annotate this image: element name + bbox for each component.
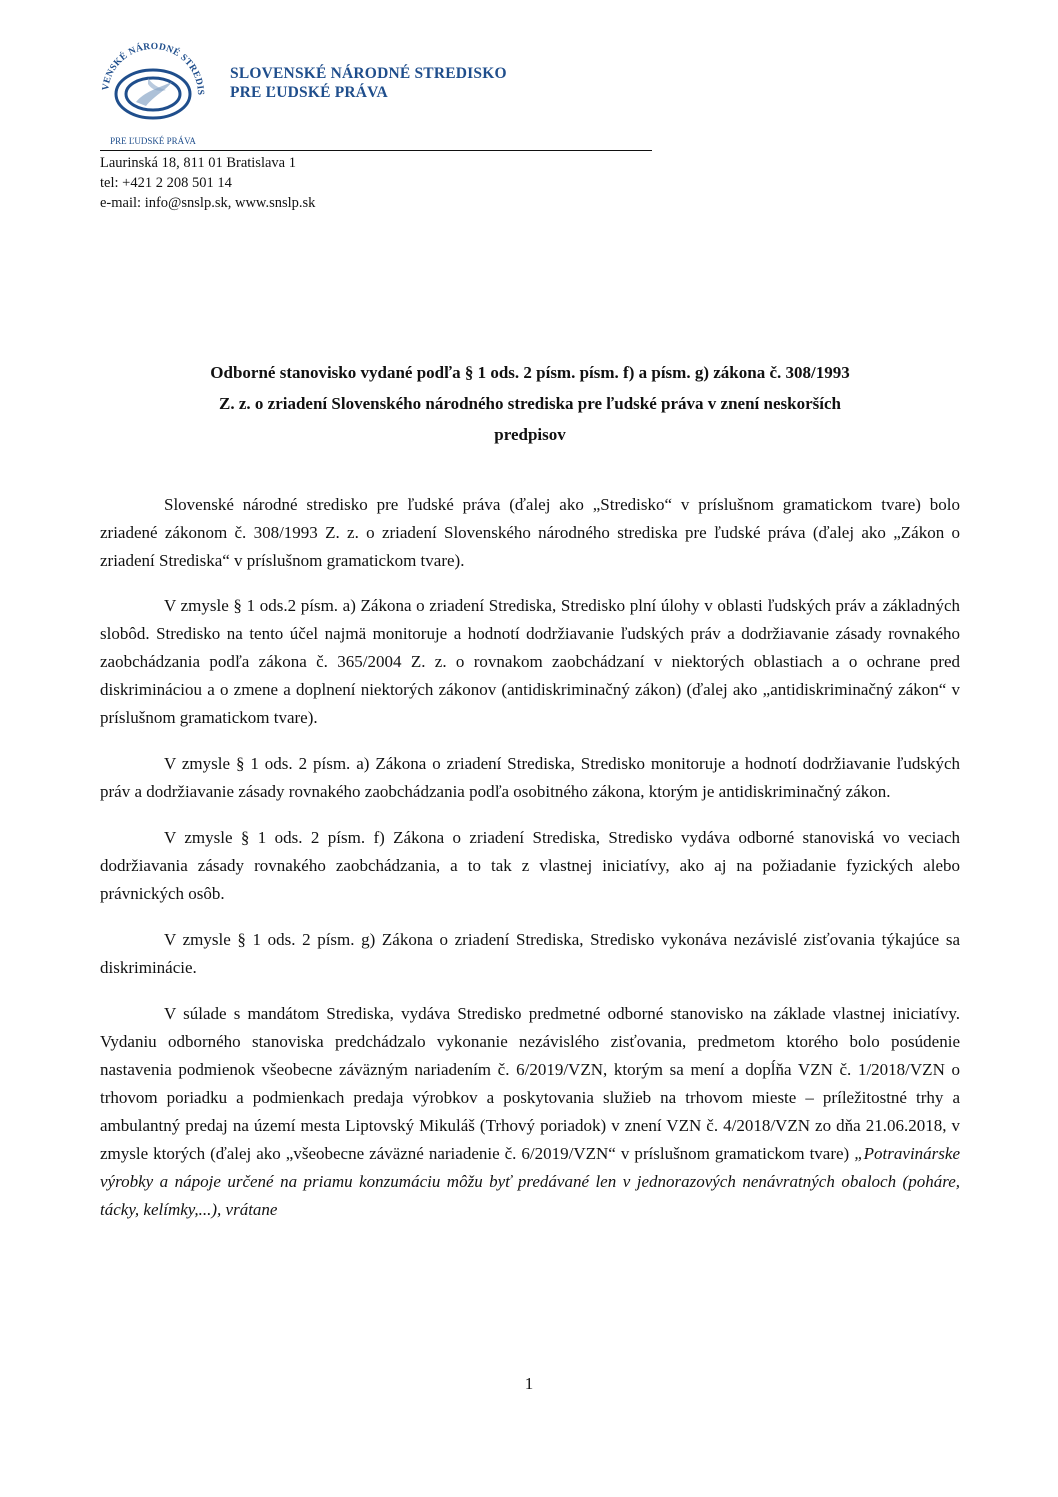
page-number: 1: [524, 1374, 534, 1393]
email-web: e-mail: info@snslp.sk, www.snslp.sk: [100, 195, 316, 211]
contact-block: [100, 153, 315, 213]
paragraph-4: V zmysle § 1 ods. 2 písm. f) Zákona o zriadení Strediska, Stredisko vydáva odborné stanoviská vo veciach dodržiavania zásady rovnakého zaobchádzania, a to tak z vlastnej iniciatívy, ako aj na požiadanie fyzických alebo právnických osôb.: [100, 828, 960, 903]
svg-text:PRE ĽUDSKÉ PRÁVA: PRE ĽUDSKÉ PRÁVA: [110, 136, 196, 146]
document-body: [100, 491, 960, 1242]
paragraph-6-quote: „Potravinárske výrobky a nápoje určené na priamu konzumáciu môžu byť predávané len v jednorazových nenávratných obaloch (poháre, tácky, kelímky,...), vrátane: [100, 1144, 960, 1219]
paragraph-6-text: V súlade s mandátom Strediska, vydáva Stredisko predmetné odborné stanovisko na základe vlastnej iniciatívy. Vydaniu odborného stanoviska predchádzalo vykonanie nezávislého zisťovania, predmetom ktorého bolo posúdenie nastavenia podmienok všeobecne záväzným nariadením č. 6/2019/VZN, ktorým sa mení a dopĺňa VZN č. 1/2018/VZN o trhovom poriadku a podmienkach predaja výrobkov a poskytovania služieb na trhovom mieste – príležitostné trhy a ambulantný predaj na území mesta Liptovský Mikuláš (Trhový poriadok) v znení VZN č. 4/2018/VZN zo dňa 21.06.2018, v zmysle ktorých (ďalej ako „všeobecne záväzné nariadenie č. 6/2019/VZN“ v príslušnom gramatickom tvare): [100, 1004, 960, 1163]
paragraph-5: V zmysle § 1 ods. 2 písm. g) Zákona o zriadení Strediska, Stredisko vykonáva nezávislé zisťovania týkajúce sa diskriminácie.: [100, 930, 960, 977]
organization-name: [230, 64, 507, 102]
title-line2: Z. z. o zriadení Slovenského národného strediska pre ľudské práva v znení neskorších: [219, 394, 841, 413]
paragraph-1: Slovenské národné stredisko pre ľudské práva (ďalej ako „Stredisko“ v príslušnom gramatickom tvare) bolo zriadené zákonom č. 308/1993 Z. z. o zriadení Slovenského národného strediska pre ľudské práva (ďalej ako „Zákon o zriadení Strediska“ v príslušnom gramatickom tvare).: [100, 495, 960, 570]
phone: tel: +421 2 208 501 14: [100, 175, 232, 191]
paragraph-3: V zmysle § 1 ods. 2 písm. a) Zákona o zriadení Strediska, Stredisko monitoruje a hodnotí dodržiavanie ľudských práv a dodržiavanie zásady rovnakého zaobchádzania podľa osobitného zákona, ktorým je antidiskriminačný zákon.: [100, 754, 960, 801]
svg-text:SLOVENSKÉ NÁRODNÉ STREDISKO: VENSKÉ NÁRODNÉ STREDIS: [101, 41, 206, 96]
organization-name-line1: SLOVENSKÉ NÁRODNÉ STREDISKO: [230, 65, 507, 82]
paragraph-6: [100, 1000, 960, 1224]
paragraph-2: V zmysle § 1 ods.2 písm. a) Zákona o zriadení Strediska, Stredisko plní úlohy v oblasti ľudských práv a základných slobôd. Stredisko na tento účel najmä monitoruje a hodnotí dodržiavanie ľudských práv a dodržiavanie zásady rovnakého zaobchádzania podľa zákona č. 365/2004 Z. z. o rovnakom zaobchádzaní v niektorých oblastiach a o ochrane pred diskrimináciou a o zmene a doplnení niektorých zákonov (antidiskriminačný zákon) (ďalej ako „antidiskriminačný zákon“ v príslušnom gramatickom tvare).: [100, 596, 960, 727]
organization-name-line2: PRE ĽUDSKÉ PRÁVA: [230, 84, 388, 101]
header-divider: [100, 150, 652, 151]
document-title: [100, 357, 960, 450]
organization-logo: [88, 32, 218, 150]
title-line1: Odborné stanovisko vydané podľa § 1 ods. 2 písm. písm. f) a písm. g) zákona č. 308/1993: [210, 363, 850, 382]
address: Laurinská 18, 811 01 Bratislava 1: [100, 155, 296, 171]
title-line3: predpisov: [494, 425, 566, 444]
